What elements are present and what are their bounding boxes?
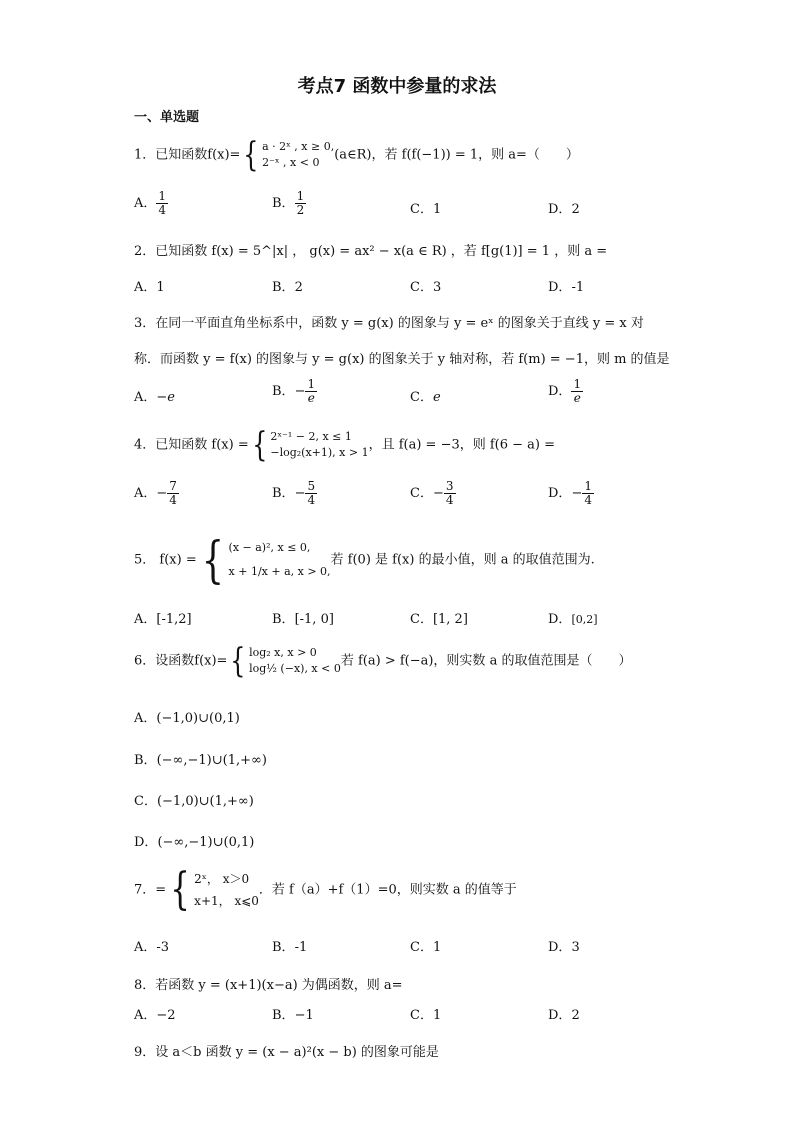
option-b[interactable]: B．(−∞,−1)∪(1,+∞) xyxy=(134,753,267,768)
piecewise-cases: 2ˣ⁻¹ − 2, x ≤ 1 −log₂(x+1), x > 1 xyxy=(270,430,369,459)
piecewise-cases: 2ˣ， x＞0 x+1， x⩽0 xyxy=(194,872,259,908)
option-d[interactable]: D．[0,2] xyxy=(548,612,598,627)
option-b[interactable]: B．− $\frac{1}{e}$ xyxy=(272,377,316,405)
question-4-options xyxy=(134,480,734,506)
option-a[interactable]: A．− $\frac{7}{4}$ xyxy=(134,479,177,507)
option-d[interactable]: D．-1 xyxy=(548,280,585,295)
option-b[interactable]: B．-1 xyxy=(272,940,308,955)
option-d[interactable]: D．3 xyxy=(548,940,580,955)
option-c[interactable]: C．1 xyxy=(410,202,442,217)
question-1-stem: 1．已知函数f(x)= xyxy=(134,147,241,163)
question-8-options xyxy=(134,1004,734,1030)
piecewise-cases: a · 2ˣ , x ≥ 0, 2⁻ˣ , x < 0 xyxy=(262,140,335,169)
option-b[interactable]: B． $\frac{1}{2}$ xyxy=(272,189,305,217)
page-title: 考点7 函数中参量的求法 xyxy=(297,76,497,97)
question-3-line-2: 称．而函数 y = f(x) 的图象与 y = g(x) 的图象关于 y 轴对称，若 f(m) = −1，则 m 的值是 xyxy=(134,352,670,367)
option-c[interactable]: C．e xyxy=(410,390,441,405)
question-6: 6．设函数f(x)={ log₂ x, x > 0 log½ (−x), x < 0 若 f(a) > f(−a)，则实数 a 的取值范围是（ ） xyxy=(134,641,632,681)
option-c[interactable]: C．− $\frac{3}{4}$ xyxy=(410,479,454,507)
option-c[interactable]: C．[1, 2] xyxy=(410,612,468,627)
piecewise-cases: log₂ x, x > 0 log½ (−x), x < 0 xyxy=(249,646,341,675)
option-a[interactable]: A．-3 xyxy=(134,940,170,955)
question-3-options xyxy=(134,376,734,405)
brace-icon: { xyxy=(201,531,224,589)
brace-icon: { xyxy=(243,135,259,175)
question-4: 4．已知函数 f(x) ={ 2ˣ⁻¹ − 2, x ≤ 1 −log₂(x+1), x > 1 ，且 f(a) = −3，则 f(6 − a) = xyxy=(134,425,556,465)
option-d[interactable]: D．2 xyxy=(548,202,580,217)
option-b[interactable]: B．− $\frac{5}{4}$ xyxy=(272,479,316,507)
option-a[interactable]: A．−e xyxy=(134,390,175,405)
option-d[interactable]: D． $\frac{1}{e}$ xyxy=(548,377,582,405)
section-heading: 一、单选题 xyxy=(134,110,200,125)
question-2: 2．已知函数 f(x) = 5^|x| ， g(x) = ax² − x(a ∈ R) ，若 f[g(1)] = 1 ，则 a = xyxy=(134,244,608,259)
option-d[interactable]: D．(−∞,−1)∪(0,1) xyxy=(134,835,255,850)
question-5-options xyxy=(134,608,734,634)
option-c[interactable]: C．3 xyxy=(410,280,442,295)
option-d[interactable]: D．− $\frac{1}{4}$ xyxy=(548,479,592,507)
option-a[interactable]: A．1 xyxy=(134,280,165,295)
brace-icon: { xyxy=(170,864,190,915)
piecewise-cases: (x − a)², x ≤ 0, x + 1/x + a, x > 0, xyxy=(228,541,331,578)
question-2-options xyxy=(134,276,734,302)
option-d[interactable]: D．2 xyxy=(548,1008,580,1023)
brace-icon: { xyxy=(251,425,268,465)
option-a[interactable]: A． $\frac{1}{4}$ xyxy=(134,189,167,217)
question-7: 7．={ 2ˣ， x＞0 x+1， x⩽0 ．若 f（a）+f（1）=0，则实数 a 的值等于 xyxy=(134,864,517,915)
question-8: 8．若函数 y = (x+1)(x−a) 为偶函数，则 a= xyxy=(134,978,403,993)
option-a[interactable]: A．(−1,0)∪(0,1) xyxy=(134,711,240,726)
question-1 xyxy=(134,135,579,175)
option-a[interactable]: A．−2 xyxy=(134,1008,176,1023)
brace-icon: { xyxy=(230,641,246,681)
option-c[interactable]: C．(−1,0)∪(1,+∞) xyxy=(134,794,254,809)
question-7-options xyxy=(134,936,734,962)
option-c[interactable]: C．1 xyxy=(410,1008,442,1023)
question-1-options xyxy=(134,188,734,217)
question-1-tail: (a∈R)，若 f(f(−1)) = 1，则 a=（ ） xyxy=(334,147,579,163)
question-5: 5． f(x) ={ (x − a)², x ≤ 0, x + 1/x + a, x > 0, 若 f(0) 是 f(x) 的最小值，则 a 的取值范围为. xyxy=(134,531,595,589)
option-b[interactable]: B．[-1, 0] xyxy=(272,612,334,627)
option-c[interactable]: C．1 xyxy=(410,940,442,955)
option-b[interactable]: B．−1 xyxy=(272,1008,314,1023)
question-3-line-1: 3．在同一平面直角坐标系中，函数 y = g(x) 的图象与 y = eˣ 的图象关于直线 y = x 对 xyxy=(134,316,644,331)
option-a[interactable]: A．[-1,2] xyxy=(134,612,192,627)
question-9: 9．设 a＜b 函数 y = (x − a)²(x − b) 的图象可能是 xyxy=(134,1045,439,1060)
option-b[interactable]: B．2 xyxy=(272,280,303,295)
